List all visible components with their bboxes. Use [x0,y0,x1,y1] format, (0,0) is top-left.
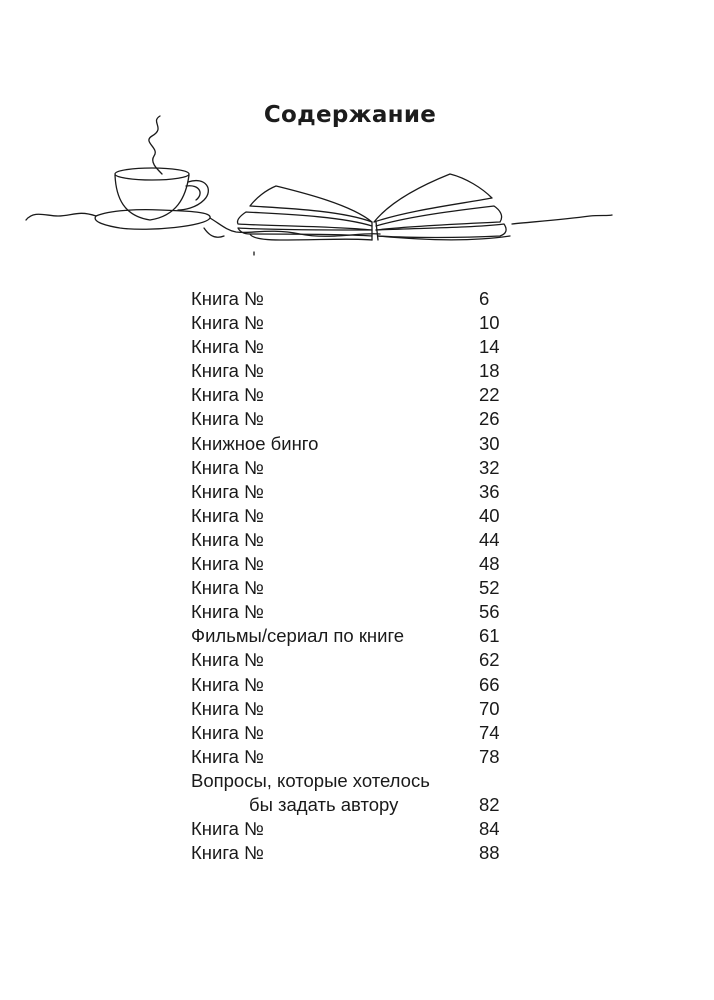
toc-entry[interactable] [191,624,521,648]
toc-entry[interactable] [191,359,521,383]
toc-entry-page-number: 36 [479,480,500,502]
toc-entry-label: Книга № [191,649,264,671]
toc-entry[interactable] [191,480,521,504]
toc-entry-label: Книга № [191,601,264,623]
toc-entry-page-number: 48 [479,553,500,575]
toc-entry-label: Книга № [191,842,264,864]
toc-entry[interactable] [191,552,521,576]
toc-entry-label: Книга № [191,384,264,406]
toc-entry[interactable] [191,841,521,865]
toc-entry-page-number: 56 [479,601,500,623]
toc-entry[interactable] [191,576,521,600]
toc-entry[interactable] [191,697,521,721]
toc-entry-label: Книга № [191,288,264,309]
toc-entry-page-number: 18 [479,360,500,382]
toc-entry[interactable] [191,648,521,672]
toc-entry[interactable] [191,817,521,841]
toc-entry-label: Книга № [191,528,264,550]
toc-entry[interactable] [191,721,521,745]
toc-entry-label: Книга № [191,408,264,430]
toc-entry-label: Книга № [191,480,264,502]
toc-entry[interactable] [191,600,521,624]
toc-entry-label: Книга № [191,456,264,478]
toc-entry[interactable] [191,793,521,817]
toc-entry-label: Книга № [191,360,264,382]
toc-entry-page-number: 26 [479,408,500,430]
toc-entry-page-number: 22 [479,384,500,406]
page-title: Содержание [263,102,437,128]
toc-entry-label: бы задать автору [249,793,399,815]
toc-entry-page-number: 88 [479,842,500,864]
toc-entry[interactable] [191,528,521,552]
toc-entry[interactable] [191,456,521,480]
coffee-cup-icon [95,168,210,229]
toc-entry-label: Книга № [191,721,264,743]
toc-entry-label: Книга № [191,697,264,719]
toc-entry[interactable] [191,407,521,431]
toc-entry-page-number: 66 [479,673,500,695]
toc-entry-page-number: 61 [479,625,500,647]
toc-entry-label: Книга № [191,504,264,526]
toc-entry-label: Фильмы/сериал по книге [191,625,405,647]
toc-entry-page-number: 30 [479,432,500,454]
toc-entry-page-number: 82 [479,793,500,815]
toc-entry-page-number: 44 [479,528,500,550]
toc-entry[interactable] [191,769,521,793]
toc-entry-label: Книга № [191,577,264,599]
toc-entry-page-number: 62 [479,649,500,671]
toc-entry[interactable] [191,432,521,456]
toc-entry-page-number: 10 [479,312,500,334]
toc-entry[interactable] [191,673,521,697]
toc-entry-page-number: 70 [479,697,500,719]
toc-entry-page-number: 32 [479,456,500,478]
toc-entry-page-number: 74 [479,721,500,743]
table-of-contents [191,287,521,865]
toc-entry[interactable] [191,311,521,335]
toc-entry-label: Книга № [191,673,264,695]
toc-entry-label: Книга № [191,745,264,767]
toc-entry-page-number: 40 [479,504,500,526]
toc-entry-page-number: 84 [479,818,500,840]
open-book-icon [237,174,510,240]
toc-entry-page-number: 52 [479,577,500,599]
toc-entry-label: Книжное бинго [191,432,319,454]
toc-entry[interactable] [191,745,521,769]
toc-entry-label: Книга № [191,312,264,334]
toc-entry[interactable] [191,287,521,311]
toc-entry-page-number: 14 [479,336,500,358]
toc-entry[interactable] [191,504,521,528]
toc-entry-label: Вопросы, которые хотелось [191,769,430,791]
toc-entry-label: Книга № [191,336,264,358]
toc-entry-label: Книга № [191,818,264,840]
toc-entry-page-number: 78 [479,745,500,767]
toc-entry-page-number: 6 [479,288,490,309]
toc-entry[interactable] [191,383,521,407]
toc-entry[interactable] [191,335,521,359]
toc-entry-label: Книга № [191,553,264,575]
